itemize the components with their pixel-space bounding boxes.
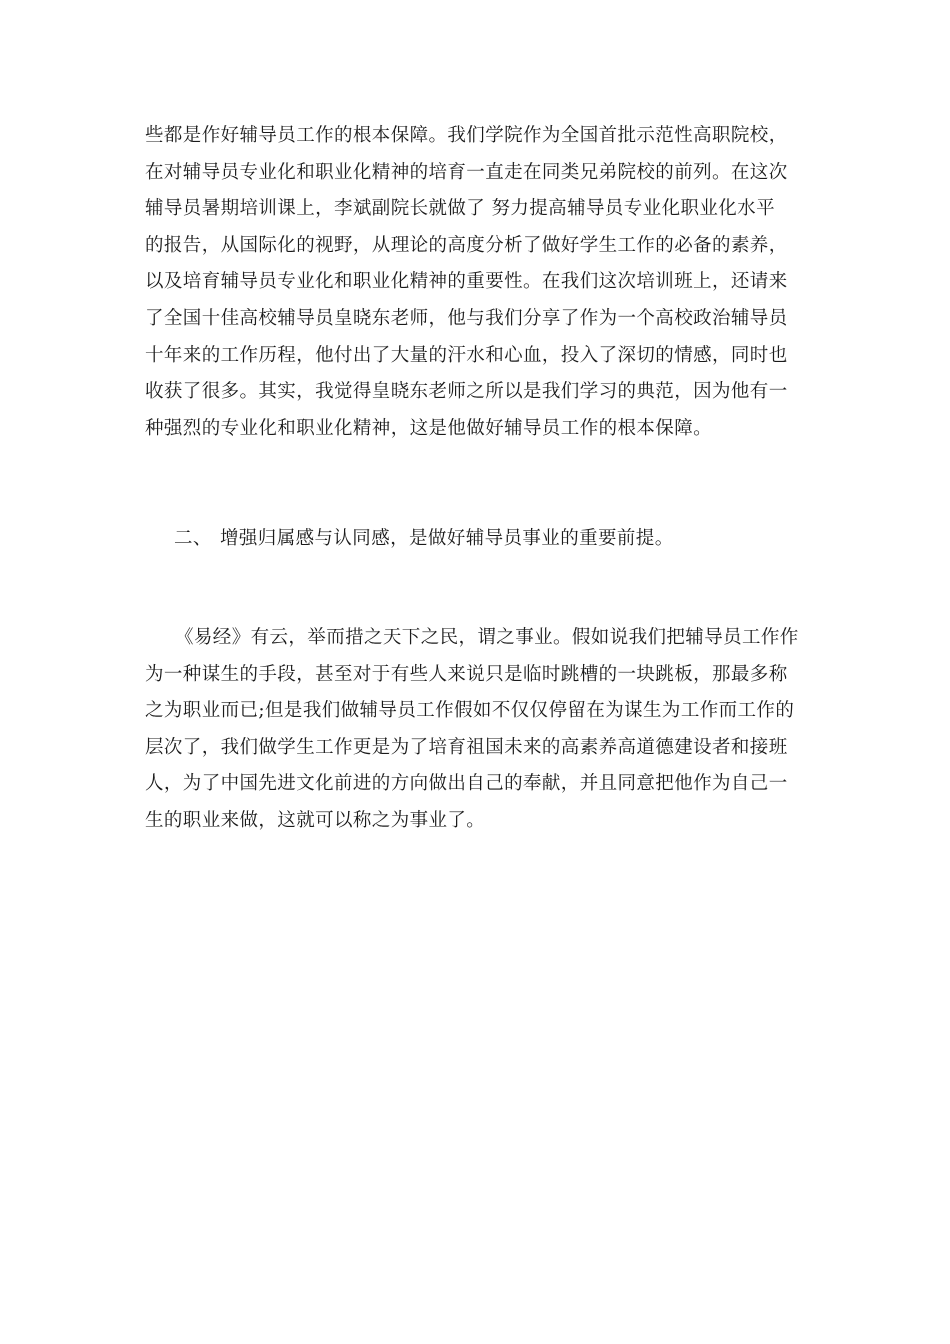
paragraph-1-line: 辅导员暑期培训课上，李斌副院长就做了 努力提高辅导员专业化职业化水平 bbox=[145, 198, 775, 220]
paragraph-2-line: 生的职业来做，这就可以称之为事业了。 bbox=[145, 809, 486, 831]
paragraph-1-line: 种强烈的专业化和职业化精神，这是他做好辅导员工作的根本保障。 bbox=[145, 417, 713, 439]
paragraph-1-line: 收获了很多。其实，我觉得皇晓东老师之所以是我们学习的典范，因为他有一 bbox=[145, 381, 788, 403]
section-heading-2 bbox=[174, 521, 794, 558]
section-heading-text: 增强归属感与认同感，是做好辅导员事业的重要前提。 bbox=[220, 528, 674, 549]
paragraph-1-line: 些都是作好辅导员工作的根本保障。我们学院作为全国首批示范性高职院校， bbox=[145, 125, 788, 146]
paragraph-2 bbox=[145, 620, 805, 840]
paragraph-2-line: 层次了，我们做学生工作更是为了培育祖国未来的高素养高道德建设者和接班 bbox=[145, 736, 788, 758]
paragraph-1-line: 了全国十佳高校辅导员皇晓东老师，他与我们分享了作为一个高校政治辅导员 bbox=[145, 307, 788, 329]
paragraph-2-line: 《易经》有云，举而措之天下之民，谓之事业。假如说我们把辅导员工作作 bbox=[175, 627, 799, 648]
paragraph-1 bbox=[145, 118, 805, 447]
paragraph-1-line: 十年来的工作历程，他付出了大量的汗水和心血，投入了深切的情感，同时也 bbox=[145, 344, 788, 366]
paragraph-2-line: 为一种谋生的手段，甚至对于有些人来说只是临时跳槽的一块跳板，那最多称 bbox=[145, 663, 788, 685]
paragraph-2-line: 人，为了中国先进文化前进的方向做出自己的奉献，并且同意把他作为自己一 bbox=[145, 773, 788, 795]
section-heading-line bbox=[174, 521, 794, 558]
paragraph-1-line: 以及培育辅导员专业化和职业化精神的重要性。在我们这次培训班上，还请来 bbox=[145, 271, 788, 293]
section-number: 二、 bbox=[174, 528, 212, 549]
paragraph-1-line: 在对辅导员专业化和职业化精神的培育一直走在同类兄弟院校的前列。在这次 bbox=[145, 161, 788, 183]
paragraph-1-line: 的报告，从国际化的视野，从理论的高度分析了做好学生工作的必备的素养， bbox=[145, 234, 788, 256]
paragraph-2-line: 之为职业而已;但是我们做辅导员工作假如不仅仅停留在为谋生为工作而工作的 bbox=[145, 700, 795, 722]
